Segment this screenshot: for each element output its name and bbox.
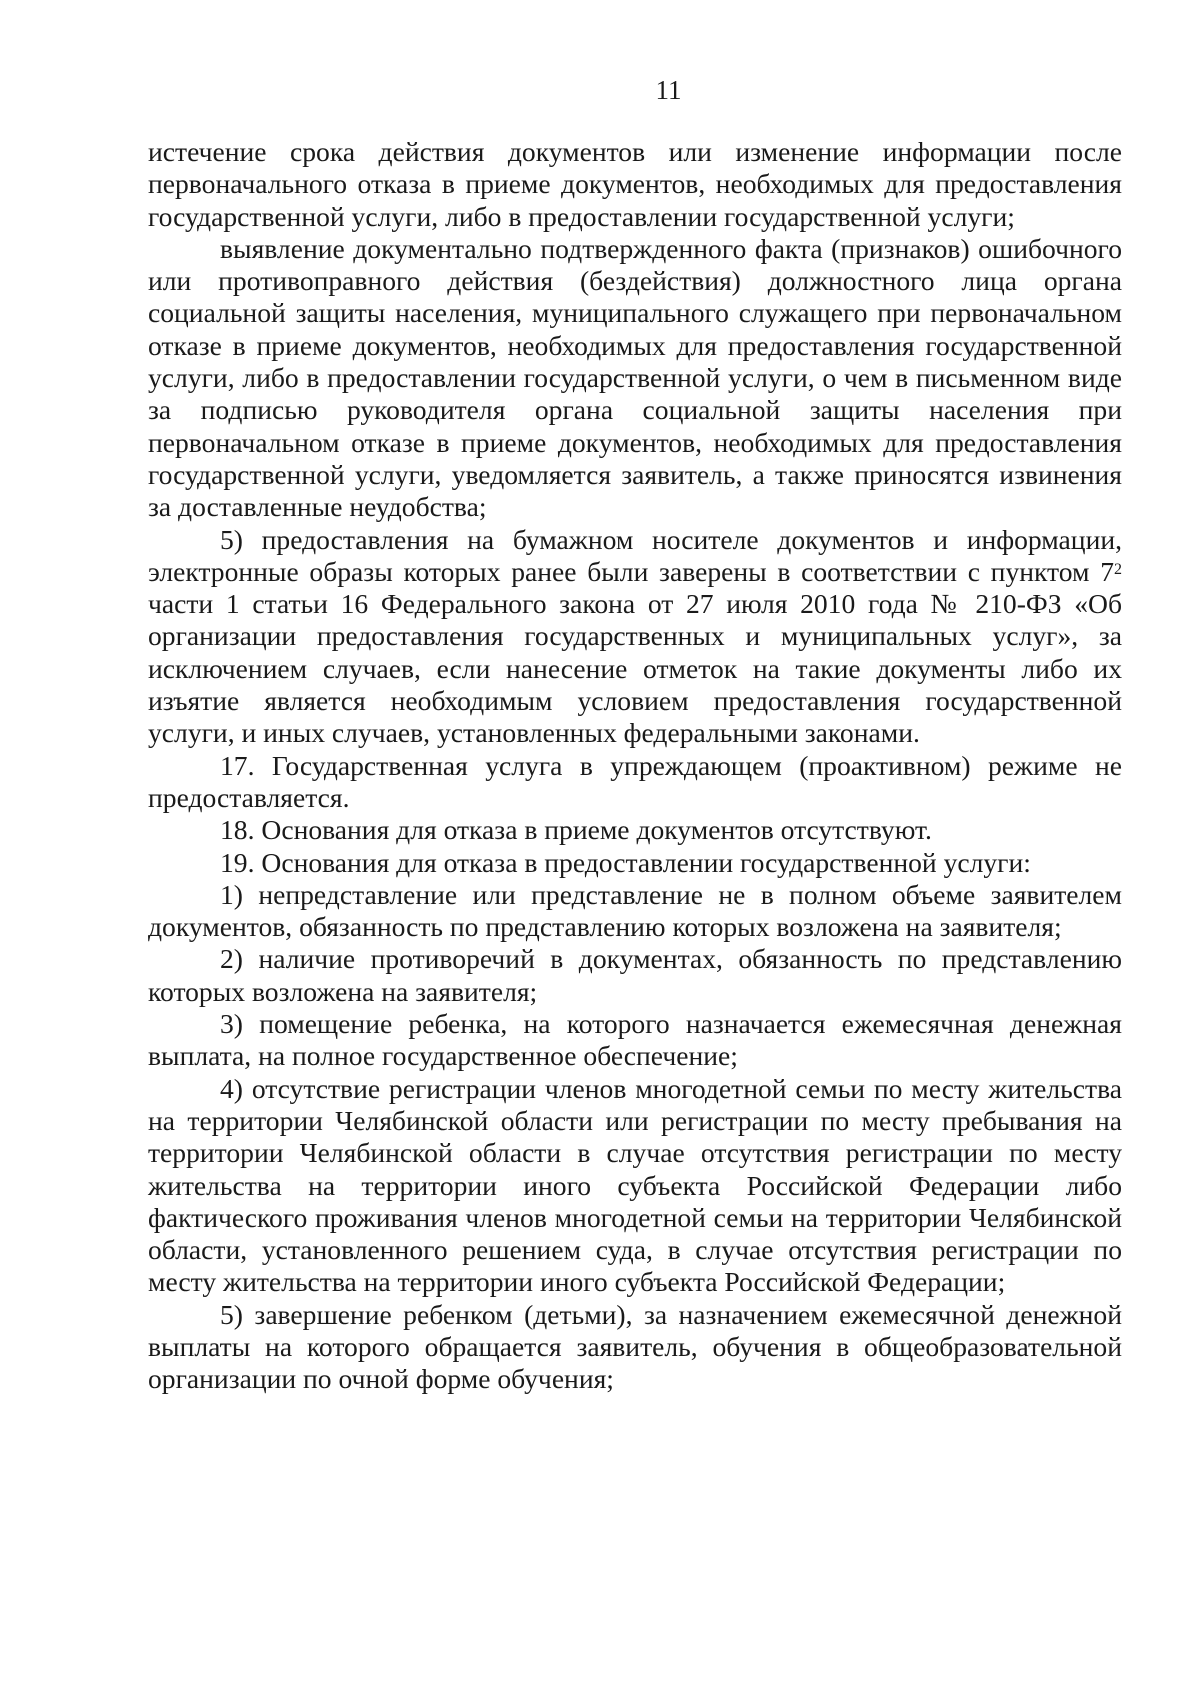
paragraph-17-proactive-mode: 17. Государственная услуга в упреждающем (проактивном) режиме не предоставляется. bbox=[148, 749, 1122, 813]
paragraph-document-expiry: истечение срока действия документов или изменение информации после первоначального отказа в приеме документов, необходимых для предоставления государственной услуги, либо в предоставлении государственной услуги; bbox=[148, 136, 1122, 232]
paragraph-paper-documents-part2: части 1 статьи 16 Федерального закона от 27 июля 2010 года № 210-ФЗ «Об организации предоставления государственных и муниципальных услуг», за исключением случаев, если нанесение отметок на такие документы либо их изъятие является необходимым условием предоставления государственной услуги, и иных случаев, установленных федеральными законами. bbox=[148, 588, 1122, 749]
page-number: 11 bbox=[655, 75, 682, 105]
paragraph-19-refusal-grounds: 19. Основания для отказа в предоставлении государственной услуги: bbox=[220, 846, 1031, 878]
list-item-1-non-submission: 1) непредставление или представление не в полном объеме заявителем документов, обязанность по представлению которых возложена на заявителя; bbox=[148, 878, 1122, 943]
list-item-5-education-completed: 5) завершение ребенком (детьми), за назначением ежемесячной денежной выплаты на которого обращается заявитель, обучения в общеобразовательной организации по очной форме обучения; bbox=[148, 1298, 1122, 1395]
paragraph-erroneous-action: выявление документально подтвержденного факта (признаков) ошибочного или противоправного действия (бездействия) должностного лица органа социальной защиты населения, муниципального служащего при первоначальном отказе в приеме документов, необходимых для предоставления государственной услуги, либо в предоставлении государственной услуги, о чем в письменном виде за подписью руководителя органа социальной защиты населения при первоначальном отказе в приеме документов, необходимых для предоставления государственной услуги, уведомляется заявитель, а также приносятся извинения за доставленные неудобства; bbox=[148, 232, 1122, 523]
paragraph-paper-documents-part1: 5) предоставления на бумажном носителе документов и информации, электронные образы которых ранее были заверены в соответствии с пунктом 7 bbox=[148, 523, 1122, 587]
paragraph-18-refusal-grounds-absent: 18. Основания для отказа в приеме документов отсутствуют. bbox=[220, 814, 932, 846]
superscript-footnote: 2 bbox=[1114, 560, 1122, 578]
list-item-3-state-support: 3) помещение ребенка, на которого назначается ежемесячная денежная выплата, на полное государственное обеспечение; bbox=[148, 1008, 1122, 1072]
list-item-2-contradictions: 2) наличие противоречий в документах, обязанность по представлению которых возложена на заявителя; bbox=[148, 943, 1122, 1007]
document-body bbox=[148, 136, 1122, 1396]
list-item-4-no-registration: 4) отсутствие регистрации членов многодетной семьи по месту жительства на территории Челябинской области или регистрации по месту пребывания на территории Челябинской области в случае отсутствия регистрации по месту жительства на территории иного субъекта Российской Федерации либо фактического проживания членов многодетной семьи на территории Челябинской области, установленного решением суда, в случае отсутствия регистрации по месту жительства на территории иного субъекта Российской Федерации; bbox=[148, 1072, 1122, 1298]
paragraph-paper-documents bbox=[148, 524, 1122, 750]
